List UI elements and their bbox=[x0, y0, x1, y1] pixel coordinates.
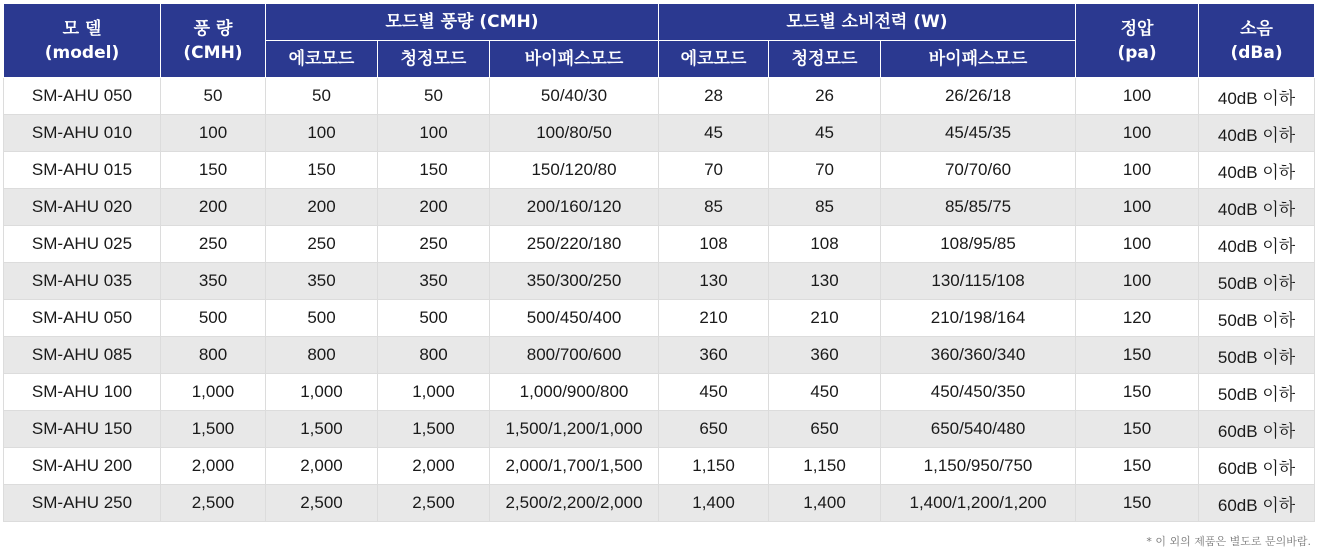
cell-eco-airflow: 1,000 bbox=[266, 374, 378, 411]
header-airflow-label: 풍 량 bbox=[193, 18, 233, 39]
cell-eco-power: 130 bbox=[659, 263, 769, 300]
spec-table bbox=[3, 3, 1315, 522]
cell-clean-power: 26 bbox=[769, 78, 881, 115]
cell-bypass-power: 130/115/108 bbox=[881, 263, 1076, 300]
cell-noise: 60dB 이하 bbox=[1199, 411, 1315, 448]
cell-airflow: 50 bbox=[161, 78, 266, 115]
table-row bbox=[4, 337, 1315, 374]
cell-model: SM-AHU 025 bbox=[4, 226, 161, 263]
cell-model: SM-AHU 100 bbox=[4, 374, 161, 411]
table-row bbox=[4, 411, 1315, 448]
table-row bbox=[4, 189, 1315, 226]
cell-clean-power: 1,150 bbox=[769, 448, 881, 485]
cell-bypass-power: 45/45/35 bbox=[881, 115, 1076, 152]
cell-pressure: 120 bbox=[1076, 300, 1199, 337]
cell-eco-airflow: 150 bbox=[266, 152, 378, 189]
cell-eco-power: 45 bbox=[659, 115, 769, 152]
table-header bbox=[4, 4, 1315, 78]
header-model-label: 모 델 bbox=[62, 18, 102, 39]
cell-clean-power: 108 bbox=[769, 226, 881, 263]
cell-clean-airflow: 250 bbox=[378, 226, 490, 263]
cell-bypass-airflow: 1,000/900/800 bbox=[490, 374, 659, 411]
cell-pressure: 150 bbox=[1076, 411, 1199, 448]
header-power-bypass: 바이패스모드 bbox=[881, 41, 1076, 78]
table-row bbox=[4, 374, 1315, 411]
cell-clean-power: 360 bbox=[769, 337, 881, 374]
cell-noise: 40dB 이하 bbox=[1199, 78, 1315, 115]
table-row bbox=[4, 300, 1315, 337]
cell-bypass-airflow: 200/160/120 bbox=[490, 189, 659, 226]
cell-clean-power: 1,400 bbox=[769, 485, 881, 522]
cell-eco-airflow: 800 bbox=[266, 337, 378, 374]
cell-clean-power: 450 bbox=[769, 374, 881, 411]
table-row bbox=[4, 263, 1315, 300]
cell-clean-airflow: 2,000 bbox=[378, 448, 490, 485]
cell-clean-airflow: 350 bbox=[378, 263, 490, 300]
header-airflow-eco: 에코모드 bbox=[266, 41, 378, 78]
footnote: * 이 외의 제품은 별도로 문의바람. bbox=[1146, 535, 1311, 548]
cell-airflow: 2,500 bbox=[161, 485, 266, 522]
cell-model: SM-AHU 020 bbox=[4, 189, 161, 226]
cell-bypass-airflow: 100/80/50 bbox=[490, 115, 659, 152]
cell-airflow: 250 bbox=[161, 226, 266, 263]
cell-eco-airflow: 200 bbox=[266, 189, 378, 226]
cell-noise: 50dB 이하 bbox=[1199, 337, 1315, 374]
table-row bbox=[4, 78, 1315, 115]
table-row bbox=[4, 448, 1315, 485]
cell-bypass-power: 70/70/60 bbox=[881, 152, 1076, 189]
cell-model: SM-AHU 015 bbox=[4, 152, 161, 189]
cell-bypass-power: 360/360/340 bbox=[881, 337, 1076, 374]
cell-eco-power: 28 bbox=[659, 78, 769, 115]
cell-model: SM-AHU 150 bbox=[4, 411, 161, 448]
cell-noise: 50dB 이하 bbox=[1199, 374, 1315, 411]
cell-model: SM-AHU 085 bbox=[4, 337, 161, 374]
header-noise-sub: (dBa) bbox=[1230, 42, 1283, 63]
cell-eco-airflow: 1,500 bbox=[266, 411, 378, 448]
cell-pressure: 100 bbox=[1076, 152, 1199, 189]
header-noise-label: 소음 bbox=[1240, 18, 1273, 39]
table-row bbox=[4, 115, 1315, 152]
cell-clean-power: 70 bbox=[769, 152, 881, 189]
cell-bypass-power: 85/85/75 bbox=[881, 189, 1076, 226]
cell-eco-airflow: 2,000 bbox=[266, 448, 378, 485]
cell-model: SM-AHU 200 bbox=[4, 448, 161, 485]
cell-pressure: 100 bbox=[1076, 226, 1199, 263]
cell-noise: 50dB 이하 bbox=[1199, 300, 1315, 337]
cell-eco-airflow: 100 bbox=[266, 115, 378, 152]
cell-eco-power: 85 bbox=[659, 189, 769, 226]
header-power-eco: 에코모드 bbox=[659, 41, 769, 78]
cell-eco-power: 360 bbox=[659, 337, 769, 374]
cell-pressure: 150 bbox=[1076, 485, 1199, 522]
header-airflow-bypass: 바이패스모드 bbox=[490, 41, 659, 78]
header-pressure-sub: (pa) bbox=[1117, 42, 1157, 63]
cell-eco-power: 70 bbox=[659, 152, 769, 189]
header-power-clean: 청정모드 bbox=[769, 41, 881, 78]
cell-eco-airflow: 2,500 bbox=[266, 485, 378, 522]
header-airflow bbox=[161, 4, 266, 78]
cell-bypass-airflow: 1,500/1,200/1,000 bbox=[490, 411, 659, 448]
header-mode-airflow: 모드별 풍량 (CMH) bbox=[266, 4, 659, 41]
cell-clean-airflow: 800 bbox=[378, 337, 490, 374]
cell-clean-airflow: 1,000 bbox=[378, 374, 490, 411]
cell-noise: 60dB 이하 bbox=[1199, 485, 1315, 522]
cell-bypass-power: 1,150/950/750 bbox=[881, 448, 1076, 485]
cell-airflow: 2,000 bbox=[161, 448, 266, 485]
cell-model: SM-AHU 010 bbox=[4, 115, 161, 152]
cell-bypass-airflow: 50/40/30 bbox=[490, 78, 659, 115]
cell-bypass-power: 1,400/1,200/1,200 bbox=[881, 485, 1076, 522]
cell-airflow: 1,500 bbox=[161, 411, 266, 448]
cell-airflow: 100 bbox=[161, 115, 266, 152]
cell-clean-power: 85 bbox=[769, 189, 881, 226]
header-pressure-label: 정압 bbox=[1120, 18, 1154, 39]
cell-eco-airflow: 50 bbox=[266, 78, 378, 115]
cell-bypass-airflow: 2,000/1,700/1,500 bbox=[490, 448, 659, 485]
cell-eco-power: 650 bbox=[659, 411, 769, 448]
cell-bypass-power: 450/450/350 bbox=[881, 374, 1076, 411]
cell-model: SM-AHU 250 bbox=[4, 485, 161, 522]
cell-bypass-power: 26/26/18 bbox=[881, 78, 1076, 115]
cell-bypass-airflow: 350/300/250 bbox=[490, 263, 659, 300]
cell-eco-airflow: 500 bbox=[266, 300, 378, 337]
cell-eco-power: 1,150 bbox=[659, 448, 769, 485]
cell-clean-power: 650 bbox=[769, 411, 881, 448]
cell-bypass-airflow: 150/120/80 bbox=[490, 152, 659, 189]
header-mode-power: 모드별 소비전력 (W) bbox=[659, 4, 1076, 41]
cell-bypass-airflow: 800/700/600 bbox=[490, 337, 659, 374]
cell-noise: 40dB 이하 bbox=[1199, 152, 1315, 189]
cell-clean-power: 45 bbox=[769, 115, 881, 152]
cell-clean-airflow: 200 bbox=[378, 189, 490, 226]
cell-eco-airflow: 350 bbox=[266, 263, 378, 300]
cell-clean-airflow: 150 bbox=[378, 152, 490, 189]
cell-airflow: 200 bbox=[161, 189, 266, 226]
table-body bbox=[4, 78, 1315, 522]
table-row bbox=[4, 152, 1315, 189]
cell-airflow: 800 bbox=[161, 337, 266, 374]
cell-bypass-airflow: 2,500/2,200/2,000 bbox=[490, 485, 659, 522]
cell-pressure: 100 bbox=[1076, 115, 1199, 152]
cell-bypass-power: 210/198/164 bbox=[881, 300, 1076, 337]
cell-clean-airflow: 50 bbox=[378, 78, 490, 115]
cell-eco-airflow: 250 bbox=[266, 226, 378, 263]
cell-clean-airflow: 100 bbox=[378, 115, 490, 152]
cell-airflow: 150 bbox=[161, 152, 266, 189]
cell-pressure: 150 bbox=[1076, 374, 1199, 411]
cell-model: SM-AHU 035 bbox=[4, 263, 161, 300]
cell-eco-power: 450 bbox=[659, 374, 769, 411]
cell-pressure: 100 bbox=[1076, 78, 1199, 115]
table-row bbox=[4, 485, 1315, 522]
cell-bypass-power: 650/540/480 bbox=[881, 411, 1076, 448]
cell-eco-power: 1,400 bbox=[659, 485, 769, 522]
cell-bypass-power: 108/95/85 bbox=[881, 226, 1076, 263]
cell-clean-power: 210 bbox=[769, 300, 881, 337]
header-noise bbox=[1199, 4, 1315, 78]
cell-clean-airflow: 500 bbox=[378, 300, 490, 337]
cell-noise: 40dB 이하 bbox=[1199, 226, 1315, 263]
cell-noise: 60dB 이하 bbox=[1199, 448, 1315, 485]
cell-model: SM-AHU 050 bbox=[4, 300, 161, 337]
header-airflow-clean: 청정모드 bbox=[378, 41, 490, 78]
cell-pressure: 150 bbox=[1076, 448, 1199, 485]
cell-bypass-airflow: 500/450/400 bbox=[490, 300, 659, 337]
cell-clean-airflow: 2,500 bbox=[378, 485, 490, 522]
header-pressure bbox=[1076, 4, 1199, 78]
cell-pressure: 100 bbox=[1076, 263, 1199, 300]
cell-noise: 50dB 이하 bbox=[1199, 263, 1315, 300]
cell-eco-power: 108 bbox=[659, 226, 769, 263]
cell-clean-power: 130 bbox=[769, 263, 881, 300]
cell-airflow: 350 bbox=[161, 263, 266, 300]
cell-airflow: 500 bbox=[161, 300, 266, 337]
cell-airflow: 1,000 bbox=[161, 374, 266, 411]
cell-eco-power: 210 bbox=[659, 300, 769, 337]
header-model bbox=[4, 4, 161, 78]
cell-noise: 40dB 이하 bbox=[1199, 115, 1315, 152]
header-model-sub: (model) bbox=[44, 42, 120, 63]
table-row bbox=[4, 226, 1315, 263]
cell-pressure: 100 bbox=[1076, 189, 1199, 226]
cell-model: SM-AHU 050 bbox=[4, 78, 161, 115]
header-airflow-sub: (CMH) bbox=[183, 42, 243, 63]
cell-clean-airflow: 1,500 bbox=[378, 411, 490, 448]
cell-pressure: 150 bbox=[1076, 337, 1199, 374]
cell-bypass-airflow: 250/220/180 bbox=[490, 226, 659, 263]
cell-noise: 40dB 이하 bbox=[1199, 189, 1315, 226]
